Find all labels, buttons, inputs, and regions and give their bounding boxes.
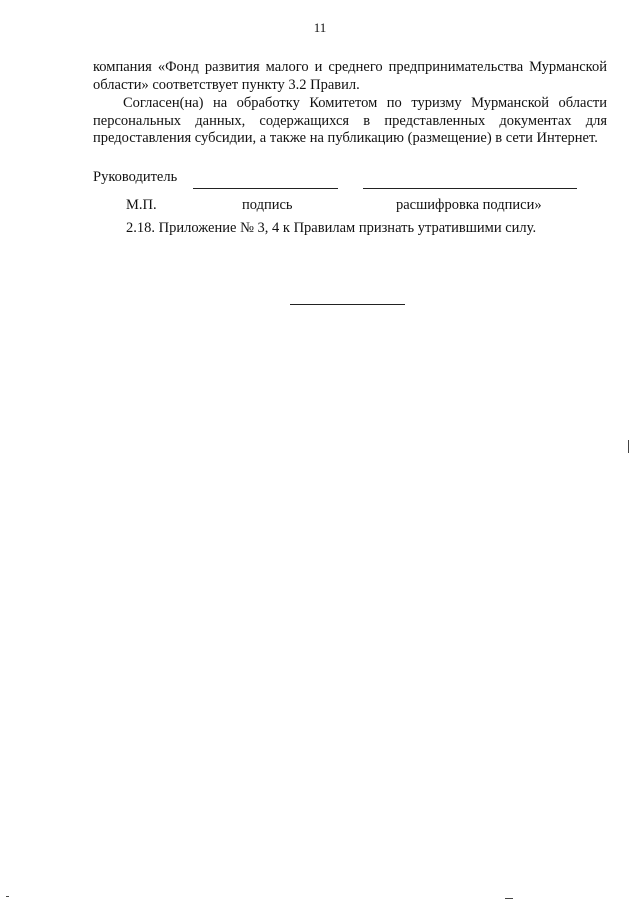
signature-line	[193, 188, 338, 189]
scan-artifact-right	[628, 440, 629, 453]
signature-decoding-line	[363, 188, 577, 189]
decoding-caption: расшифровка подписи»	[396, 197, 542, 213]
clause-2-18: 2.18. Приложение № 3, 4 к Правилам признать утратившими силу.	[126, 220, 537, 236]
scan-artifact-bottom-left	[6, 896, 9, 897]
stamp-caption: М.П.	[126, 197, 157, 213]
scan-artifact-bottom-right	[505, 898, 513, 899]
paragraph-consent: Согласен(на) на обработку Комитетом по туризму Мурманской области персональных данных, содержащихся в представленных документах для предоставления субсидии, а также на публикацию (размещение) в сети Интернет.	[93, 95, 607, 146]
signer-label: Руководитель	[93, 169, 178, 185]
paragraph-compliance: компания «Фонд развития малого и среднего предпринимательства Мурманской области» соответствует пункту 3.2 Правил.	[93, 59, 607, 93]
signature-caption: подпись	[242, 197, 293, 213]
page-number: 11	[313, 20, 327, 35]
end-of-document-rule	[290, 304, 405, 305]
